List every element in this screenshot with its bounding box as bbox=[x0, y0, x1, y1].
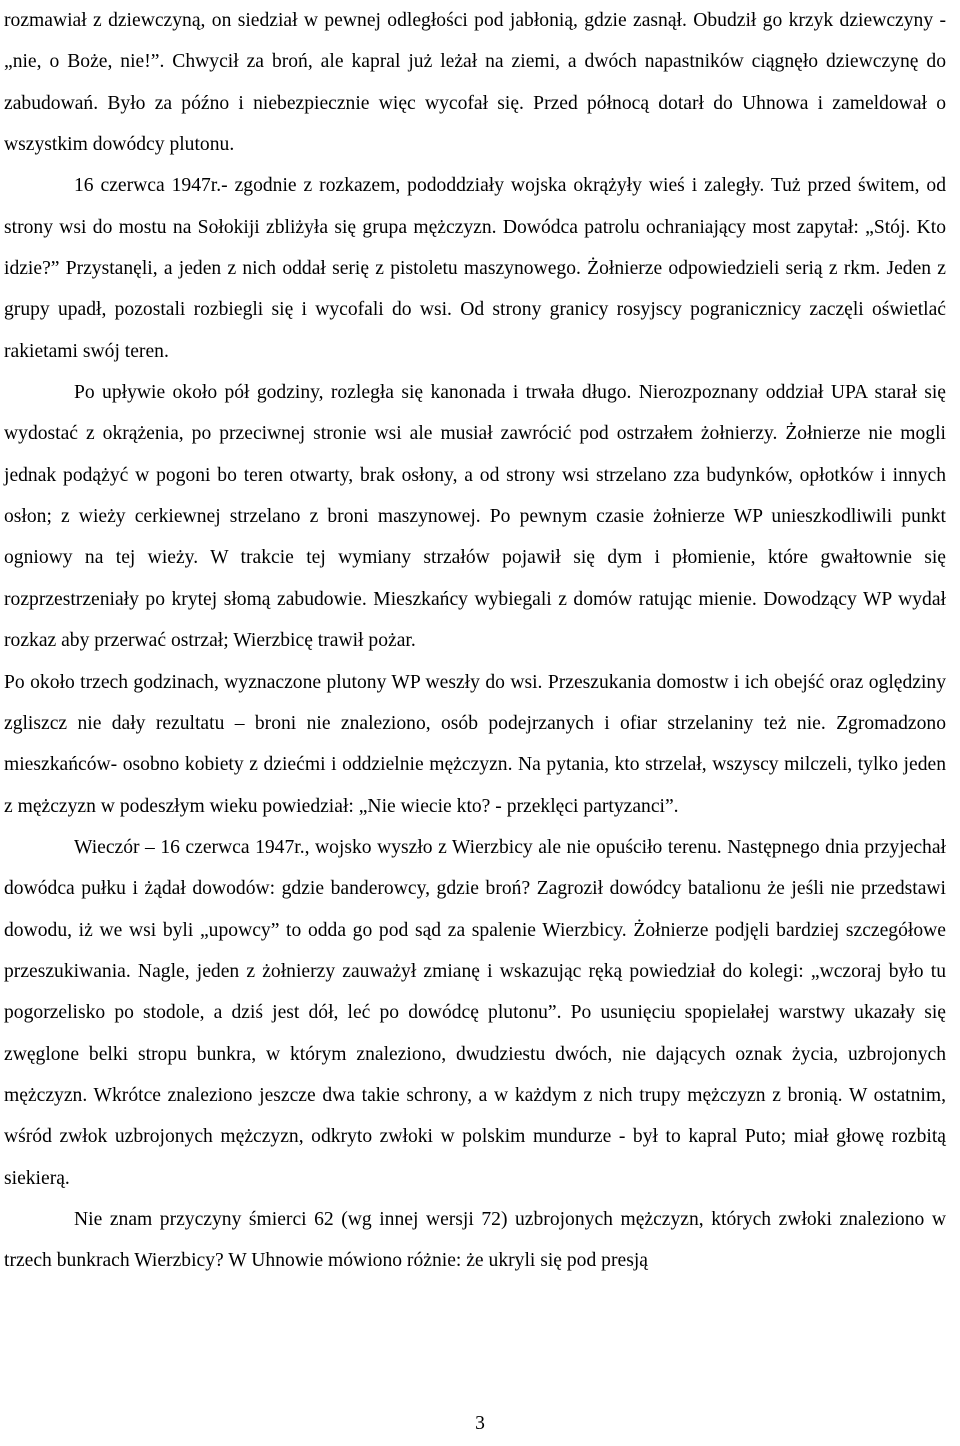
paragraph-5: Wieczór – 16 czerwca 1947r., wojsko wyszło z Wierzbicy ale nie opuściło terenu. Następnego dnia przyjechał dowódca pułku i żądał dowodów: gdzie banderowcy, gdzie broń? Zagroził dowódcy batalionu że jeśli nie przedstawi dowodu, iż we wsi byli „upowcy” to odda go pod sąd za spalenie Wierzbicy. Żołnierze podjęli bardziej szczegółowe przeszukiwania. Nagle, jeden z żołnierzy zauważył zmianę i wskazując ręką powiedział do kolegi: „wczoraj było tu pogorzelisko po stodole, a dziś jest dół, leć po dowódcę plutonu”. Po usunięciu spopielałej warstwy ukazały się zwęglone belki stropu bunkra, w którym znaleziono, dwudziestu dwóch, nie dających oznak życia, uzbrojonych mężczyzn. Wkrótce znaleziono jeszcze dwa takie schrony, a w każdym z nich trupy mężczyzn z bronią. W ostatnim, wśród zwłok uzbrojonych mężczyzn, odkryto zwłoki w polskim mundurze - był to kapral Puto; miał głowę rozbitą siekierą. bbox=[4, 836, 946, 1189]
paragraph-4: Po około trzech godzinach, wyznaczone plutony WP weszły do wsi. Przeszukania domostw i ich obejść oraz oględziny zgliszcz nie dały rezultatu – broni nie znaleziono, osób podejrzanych i ofiar strzelaniny też nie. Zgromadzono mieszkańców- osobno kobiety z dziećmi i oddzielnie mężczyzn. Na pytania, kto strzelał, wszyscy milczeli, tylko jeden z mężczyzn w podeszłym wieku powiedział: „Nie wiecie kto? - przeklęci partyzanci”. bbox=[4, 671, 946, 817]
paragraph-3: Po upływie około pół godziny, rozległa się kanonada i trwała długo. Nierozpoznany oddział UPA starał się wydostać z okrążenia, po przeciwnej stronie wsi ale musiał zawrócić pod ostrzałem żołnierzy. Żołnierze nie mogli jednak podążyć w pogoni bo teren otwarty, brak osłony, a od strony wsi strzelano zza budynków, opłotków i innych osłon; z wieży cerkiewnej strzelano z broni maszynowej. Po pewnym czasie żołnierze WP unieszkodliwili punkt ogniowy na tej wieży. W trakcie tej wymiany strzałów pojawił się dym i płomienie, które gwałtownie się rozprzestrzeniały po krytej słomą zabudowie. Mieszkańcy wybiegali z domów ratując mienie. Dowodzący WP wydał rozkaz aby przerwać ostrzał; Wierzbicę trawił pożar. bbox=[4, 382, 946, 652]
paragraph-2: 16 czerwca 1947r.- zgodnie z rozkazem, pododdziały wojska okrążyły wieś i zaległy. Tuż przed świtem, od strony wsi do mostu na Sołokiji zbliżyła się grupa mężczyzn. Dowódca patrolu ochraniający most zapytał: „Stój. Kto idzie?” Przystanęli, a jeden z nich oddał serię z pistoletu maszynowego. Żołnierze odpowiedzieli serią z rkm. Jeden z grupy upadł, pozostali rozbiegli się i wycofali do wsi. Od strony granicy rosyjscy pogranicznicy zaczęli oświetlać rakietami swój teren. bbox=[4, 175, 946, 362]
page-number: 3 bbox=[475, 1413, 485, 1434]
paragraph-1: rozmawiał z dziewczyną, on siedział w pewnej odległości pod jabłonią, gdzie zasnął. Obudził go krzyk dziewczyny -„nie, o Boże, nie!”. Chwycił za broń, ale kapral już leżał na ziemi, a dwóch napastników ciągnęło dziewczynę do zabudowań. Było za późno i niebezpiecznie więc wycofał się. Przed północą dotarł do Uhnowa i zameldował o wszystkim dowódcy plutonu. bbox=[4, 10, 946, 156]
document-body bbox=[4, 0, 946, 1282]
paragraph-6: Nie znam przyczyny śmierci 62 (wg innej wersji 72) uzbrojonych mężczyzn, których zwłoki znaleziono w trzech bunkrach Wierzbicy? W Uhnowie mówiono różnie: że ukryli się pod presją bbox=[4, 1208, 946, 1272]
